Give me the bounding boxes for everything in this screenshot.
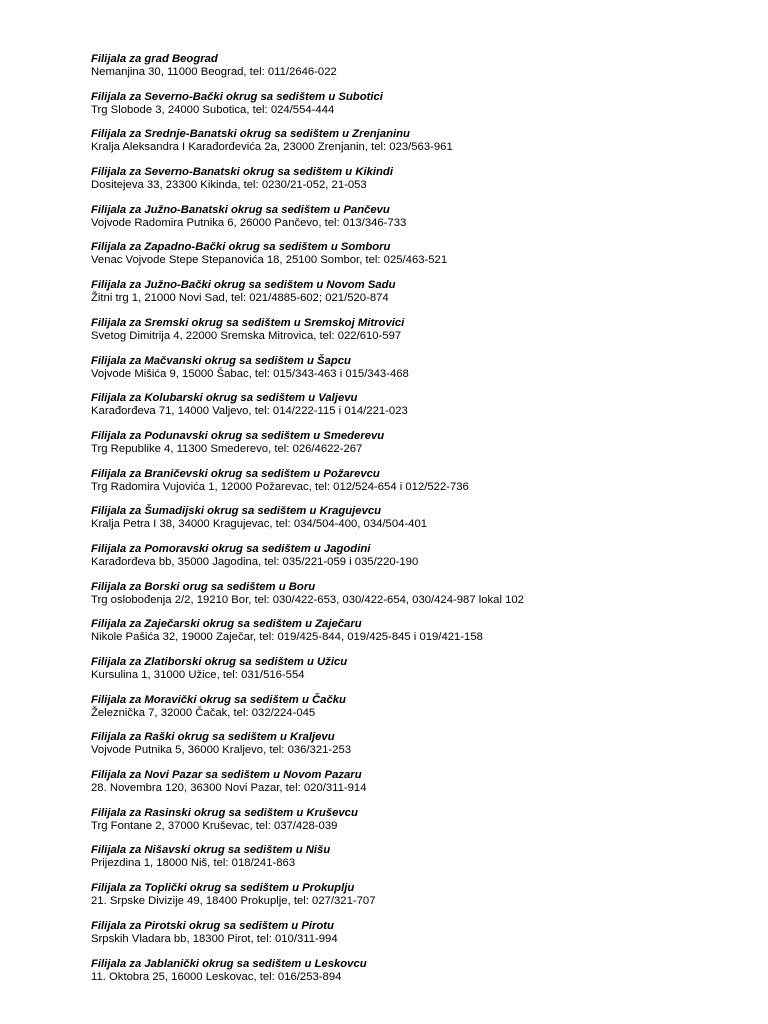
- branch-title: Filijala za Nišavski okrug sa sedištem u Nišu: [91, 844, 331, 857]
- branch-entry: [91, 317, 751, 355]
- branch-entry: [91, 355, 751, 393]
- branch-title: Filijala za Kolubarski okrug sa sedištem u Valjevu: [91, 392, 358, 405]
- branch-title: Filijala za Raški okrug sa sedištem u Kraljevu: [91, 731, 335, 744]
- branch-title: Filijala za Rasinski okrug sa sedištem u Kruševcu: [91, 806, 358, 819]
- branch-address: 21. Srpske Divizije 49, 18400 Prokuplje, tel: 027/321-707: [91, 895, 376, 908]
- branch-title: Filijala za Zaječarski okrug sa sedištem u Zaječaru: [91, 618, 362, 631]
- branch-address: Karađorđeva bb, 35000 Jagodina, tel: 035/221-059 i 035/220-190: [91, 555, 419, 568]
- branch-entry: [91, 694, 751, 732]
- branch-entry: [91, 430, 751, 468]
- branch-list: [91, 53, 751, 995]
- branch-entry: [91, 53, 751, 91]
- branch-title: Filijala za Pirotski okrug sa sedištem u Pirotu: [91, 919, 334, 932]
- branch-address: Nemanjina 30, 11000 Beograd, tel: 011/2646-022: [91, 66, 337, 78]
- branch-address: Nikole Pašića 32, 19000 Zaječar, tel: 019/425-844, 019/425-845 i 019/421-158: [91, 631, 483, 644]
- branch-entry: [91, 468, 751, 506]
- branch-title: Filijala za Podunavski okrug sa sedištem u Smederevu: [91, 429, 385, 442]
- branch-address: Trg Fontane 2, 37000 Kruševac, tel: 037/428-039: [91, 819, 338, 832]
- branch-title: Filijala za grad Beograd: [91, 53, 218, 65]
- branch-title: Filijala za Srednje-Banatski okrug sa sedištem u Zrenjaninu: [91, 128, 410, 141]
- branch-title: Filijala za Severno-Banatski okrug sa sedištem u Kikindi: [91, 166, 393, 179]
- branch-title: Filijala za Pomoravski okrug sa sedištem u Jagodini: [91, 542, 371, 555]
- branch-title: Filijala za Novi Pazar sa sedištem u Novom Pazaru: [91, 769, 362, 782]
- branch-title: Filijala za Borski orug sa sedištem u Boru: [91, 580, 316, 593]
- branch-entry: [91, 769, 751, 807]
- branch-address: 28. Novembra 120, 36300 Novi Pazar, tel: 020/311-914: [91, 782, 367, 795]
- branch-entry: [91, 543, 751, 581]
- branch-address: Vojvode Mišića 9, 15000 Šabac, tel: 015/343-463 i 015/343-468: [91, 367, 409, 380]
- branch-entry: [91, 656, 751, 694]
- branch-address: 11. Oktobra 25, 16000 Leskovac, tel: 016/253-894: [91, 970, 342, 983]
- branch-address: Trg Slobode 3, 24000 Subotica, tel: 024/554-444: [91, 103, 335, 116]
- branch-entry: [91, 807, 751, 845]
- branch-entry: [91, 920, 751, 958]
- branch-address: Trg Republike 4, 11300 Smederevo, tel: 026/4622-267: [91, 442, 363, 455]
- branch-address: Karađorđeva 71, 14000 Valjevo, tel: 014/222-115 i 014/221-023: [91, 405, 408, 418]
- branch-title: Filijala za Južno-Banatski okrug sa sedištem u Pančevu: [91, 203, 390, 216]
- branch-title: Filijala za Mačvanski okrug sa sedištem u Šapcu: [91, 354, 351, 367]
- branch-address: Venac Vojvode Stepe Stepanovića 18, 25100 Sombor, tel: 025/463-521: [91, 254, 448, 267]
- branch-address: Dositejeva 33, 23300 Kikinda, tel: 0230/21-052, 21-053: [91, 179, 367, 192]
- branch-title: Filijala za Braničevski okrug sa sedištem u Požarevcu: [91, 467, 380, 480]
- branch-entry: [91, 128, 751, 166]
- branch-address: Srpskih Vladara bb, 18300 Pirot, tel: 010/311-994: [91, 932, 338, 945]
- branch-address: Železnička 7, 32000 Čačak, tel: 032/224-045: [91, 706, 316, 719]
- branch-title: Filijala za Toplički okrug sa sedištem u Prokuplju: [91, 882, 355, 895]
- branch-address: Trg oslobođenja 2/2, 19210 Bor, tel: 030/422-653, 030/422-654, 030/424-987 lokal 102: [91, 593, 524, 606]
- branch-entry: [91, 392, 751, 430]
- branch-title: Filijala za Zlatiborski okrug sa sedištem u Užicu: [91, 656, 348, 668]
- branch-title: Filijala za Južno-Bački okrug sa sedištem u Novom Sadu: [91, 279, 396, 292]
- branch-address: Vojvode Putnika 5, 36000 Kraljevo, tel: 036/321-253: [91, 744, 352, 757]
- branch-entry: [91, 279, 751, 317]
- branch-address: Prijezdina 1, 18000 Niš, tel: 018/241-863: [91, 857, 296, 870]
- branch-address: Vojvode Radomira Putnika 6, 26000 Pančevo, tel: 013/346-733: [91, 216, 407, 229]
- branch-entry: [91, 204, 751, 242]
- branch-address: Trg Radomira Vujovića 1, 12000 Požarevac, tel: 012/524-654 i 012/522-736: [91, 480, 469, 493]
- branch-title: Filijala za Zapadno-Bački okrug sa sedištem u Somboru: [91, 241, 391, 254]
- branch-address: Kralja Petra I 38, 34000 Kragujevac, tel: 034/504-400, 034/504-401: [91, 518, 428, 531]
- branch-address: Kralja Aleksandra I Karađorđevića 2a, 23000 Zrenjanin, tel: 023/563-961: [91, 141, 453, 154]
- branch-entry: [91, 91, 751, 129]
- branch-title: Filijala za Severno-Bački okrug sa sedištem u Subotici: [91, 90, 383, 103]
- branch-entry: [91, 844, 751, 882]
- branch-title: Filijala za Jablanički okrug sa sedištem u Leskovcu: [91, 957, 367, 970]
- branch-address: Žitni trg 1, 21000 Novi Sad, tel: 021/4885-602; 021/520-874: [91, 292, 389, 305]
- branch-entry: [91, 581, 751, 619]
- branch-entry: [91, 882, 751, 920]
- branch-title: Filijala za Moravički okrug sa sedištem u Čačku: [91, 693, 346, 706]
- branch-entry: [91, 618, 751, 656]
- branch-address: Svetog Dimitrija 4, 22000 Sremska Mitrovica, tel: 022/610-597: [91, 329, 402, 342]
- branch-address: Kursulina 1, 31000 Užice, tel: 031/516-554: [91, 669, 305, 681]
- branch-entry: [91, 731, 751, 769]
- branch-title: Filijala za Sremski okrug sa sedištem u Sremskoj Mitrovici: [91, 316, 405, 329]
- branch-entry: [91, 505, 751, 543]
- branch-entry: [91, 958, 751, 996]
- branch-title: Filijala za Šumadijski okrug sa sedištem u Kragujevcu: [91, 505, 382, 518]
- branch-entry: [91, 166, 751, 204]
- branch-entry: [91, 241, 751, 279]
